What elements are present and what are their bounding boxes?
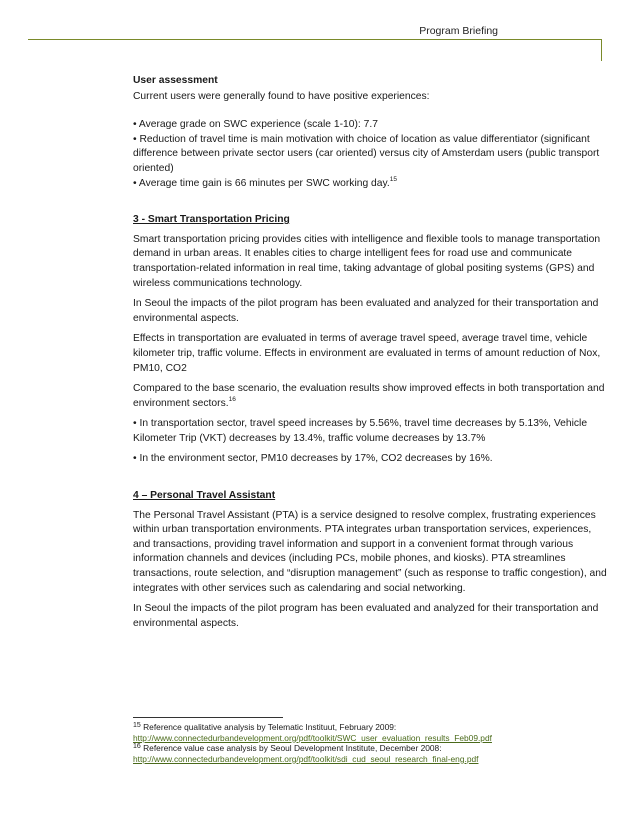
- section4-heading: 4 – Personal Travel Assistant: [133, 490, 276, 502]
- page-header-title: Program Briefing: [419, 25, 498, 37]
- section3-paragraph-2: In Seoul the impacts of the pilot program has been evaluated and analyzed for their transportation and environmental aspects.: [133, 298, 599, 324]
- bullet-time-gain-text: • Average time gain is 66 minutes per SWC working day.: [133, 177, 390, 189]
- footnote-16-text: Reference value case analysis by Seoul Development Institute, December 2008:: [143, 743, 442, 753]
- header-rule: [28, 39, 602, 61]
- bullet-time-gain: [133, 177, 611, 192]
- footnote-15-number: 15: [133, 722, 141, 729]
- section3-heading: 3 - Smart Transportation Pricing: [133, 214, 290, 226]
- footnote-16-number: 16: [133, 743, 141, 750]
- footnote-ref-16[interactable]: 16: [228, 395, 236, 403]
- footnote-15-link[interactable]: http://www.connectedurbandevelopment.org/pdf/toolkit/SWC_user_evaluation_results_Feb09.pdf: [133, 732, 492, 743]
- footnote-16-link[interactable]: http://www.connectedurbandevelopment.org/pdf/toolkit/sdi_cud_seoul_research_final-eng.pdf: [133, 753, 479, 764]
- bullet-average-grade: • Average grade on SWC experience (scale 1-10): 7.7: [133, 119, 378, 131]
- footnote-15: [133, 722, 611, 743]
- spacer: [133, 473, 611, 489]
- spacer: [133, 197, 611, 213]
- footnote-ref-15[interactable]: 15: [389, 175, 397, 183]
- section3-paragraph-4: [133, 382, 611, 411]
- footnotes: [133, 717, 611, 764]
- bullet-travel-time: • Reduction of travel time is main motivation with choice of location as value differentiator (significant difference between private sector users (car oriented) versus city of Amsterdam users (public transport oriented): [133, 133, 600, 174]
- footnote-16: [133, 743, 611, 764]
- section3-paragraph-3: Effects in transportation are evaluated in terms of average travel speed, average travel time, vehicle kilometer trip, traffic volume. Effects in environment are evaluated in terms of amount reduction of Nox, PM10, CO2: [133, 333, 601, 374]
- section3-bullet-transportation: • In transportation sector, travel speed increases by 5.56%, travel time decreases by 5.13%, Vehicle Kilometer Trip (VKT) decreases by 13.4%, traffic volume decreases by 13.7%: [133, 418, 588, 444]
- section4-paragraph-2: In Seoul the impacts of the pilot program has been evaluated and analyzed for their transportation and environmental aspects.: [133, 603, 599, 629]
- footnote-divider: [133, 717, 283, 718]
- section3-bullet-environment: • In the environment sector, PM10 decreases by 17%, CO2 decreases by 16%.: [133, 453, 493, 465]
- spacer: [133, 110, 611, 118]
- footnote-15-text: Reference qualitative analysis by Telematic Instituut, February 2009:: [143, 722, 397, 732]
- section3-paragraph-1: Smart transportation pricing provides cities with intelligence and flexible tools to manage transportation demand in urban areas. It enables cities to charge intelligent fees for road use and communicate transportation-related information in real time, taking advantage of global positing systems (GPS) and wireless communications technology.: [133, 233, 601, 289]
- section4-paragraph-1: The Personal Travel Assistant (PTA) is a service designed to resolve complex, frustrating experiences within urban transportation environments. PTA integrates urban transportation services, experiences, and transactions, providing travel information and support in a convenient format through various information channels and devices (including PCs, mobile phones, and kiosks). PTA streamlines transactions, route selection, and “disruption management” (such as response to traffic congestion), and integrates with other services such as calendaring and social networking.: [133, 509, 607, 594]
- user-assessment-intro: Current users were generally found to have positive experiences:: [133, 90, 430, 102]
- document-body: [133, 74, 611, 637]
- user-assessment-heading: User assessment: [133, 75, 218, 86]
- section3-paragraph-4-text: Compared to the base scenario, the evaluation results show improved effects in both transportation and environment sectors.: [133, 383, 605, 409]
